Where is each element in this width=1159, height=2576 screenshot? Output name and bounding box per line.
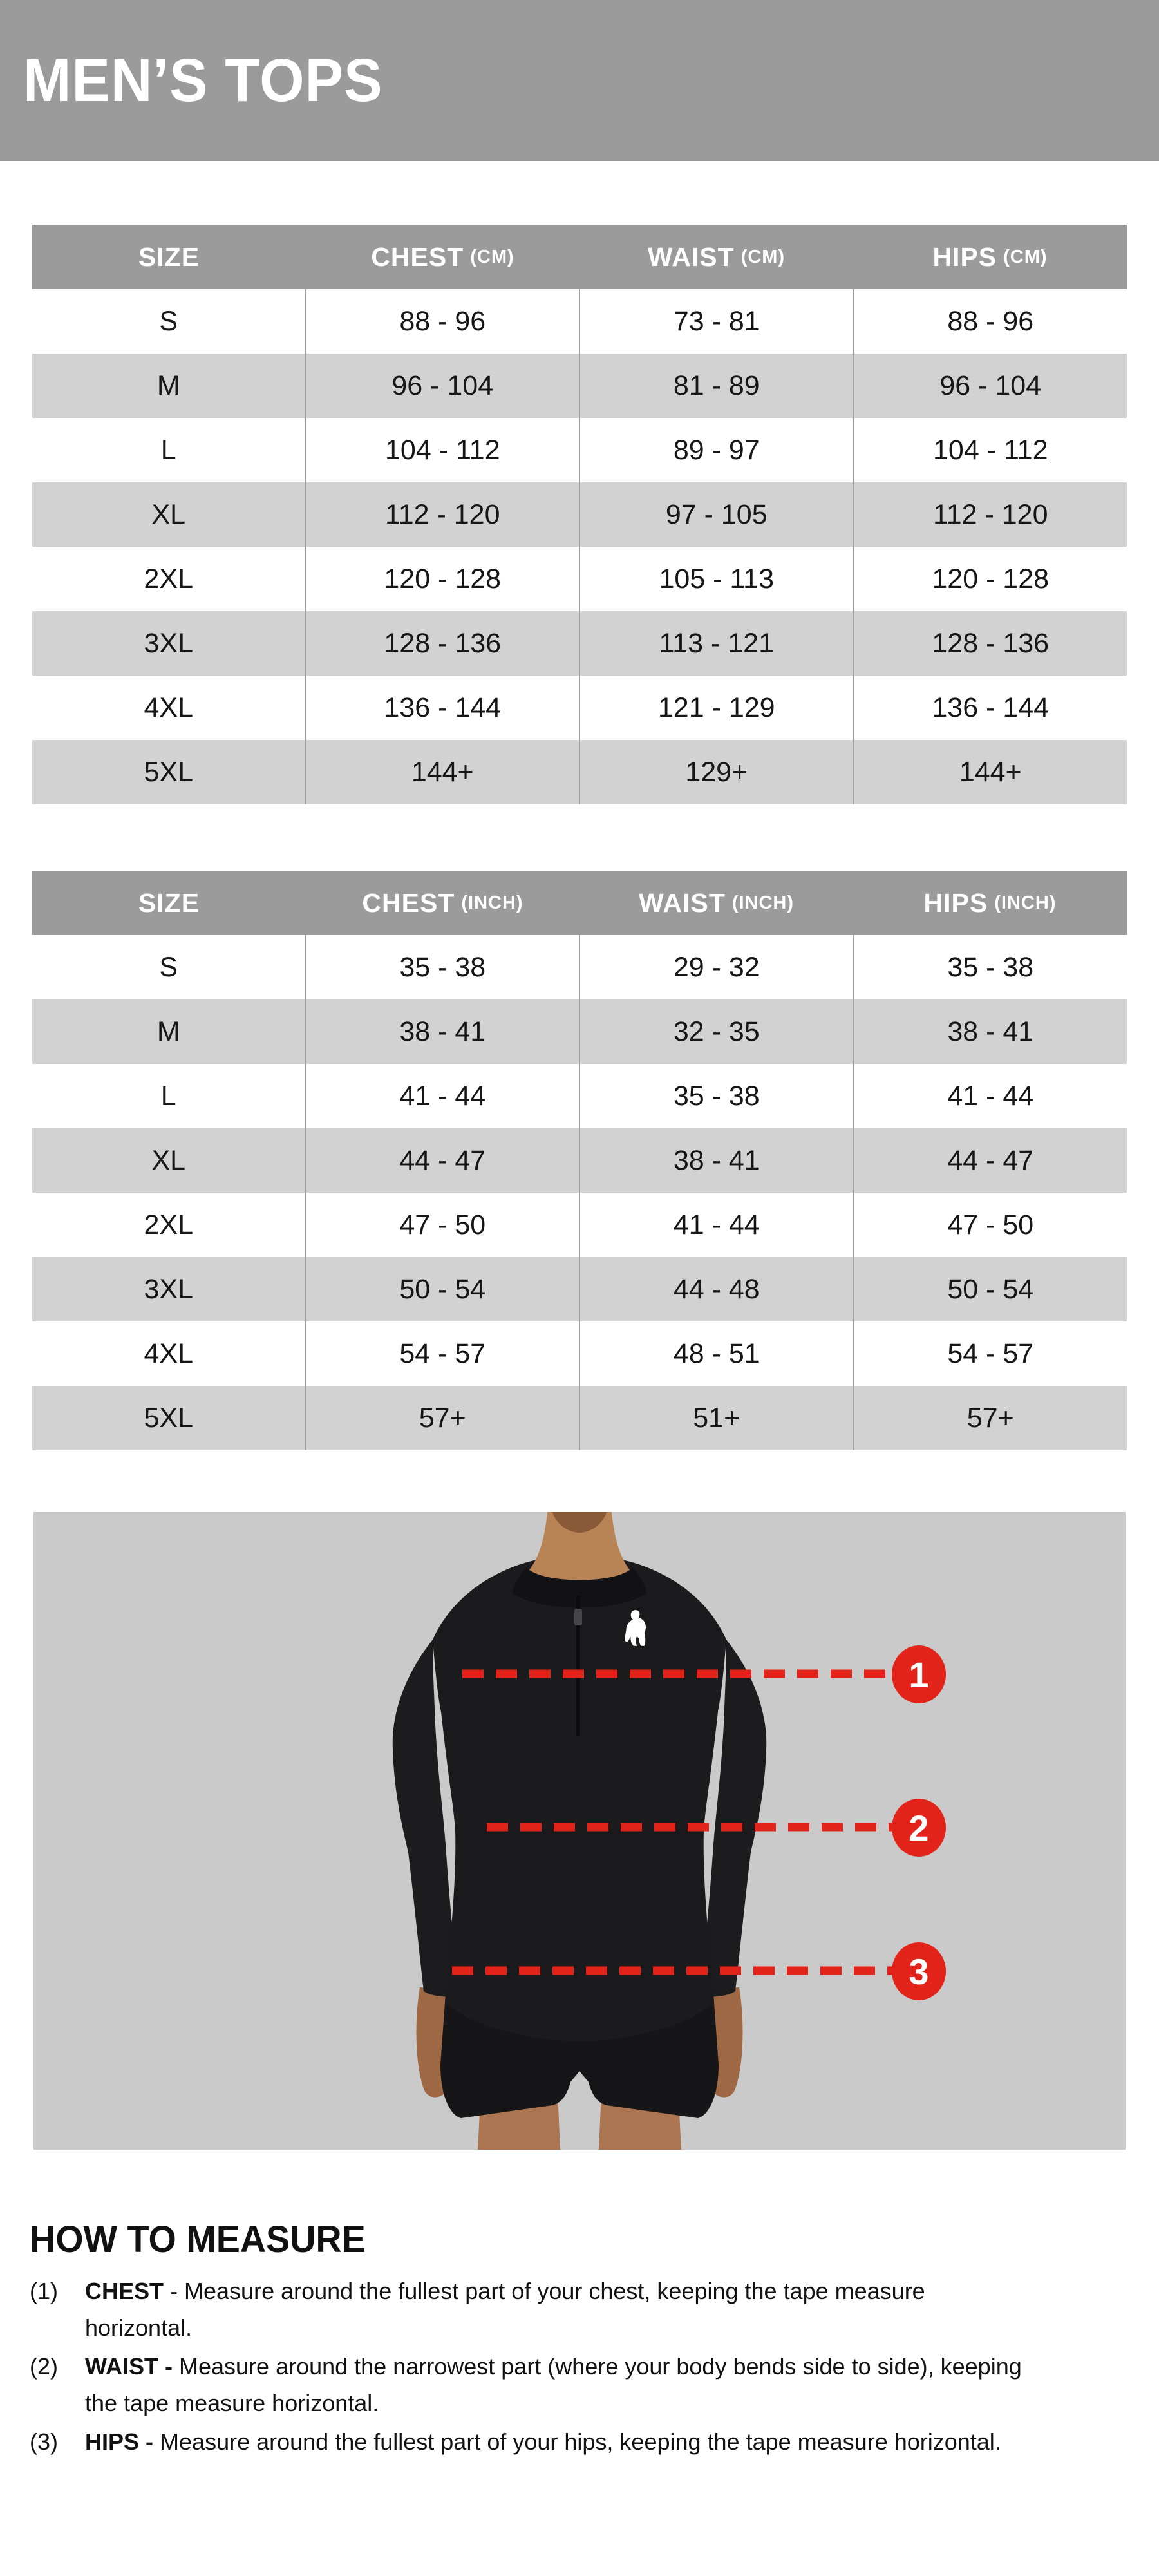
- cell-hips: 96 - 104: [853, 354, 1127, 418]
- table-row-2xl: [32, 1193, 1127, 1257]
- cell-hips: 44 - 47: [853, 1128, 1127, 1193]
- cell-size: L: [160, 1080, 176, 1112]
- table-row-5xl: [32, 1386, 1127, 1450]
- page-title: MEN’S TOPS: [23, 46, 383, 115]
- column-header-label: HIPS: [923, 887, 988, 918]
- table-row-s: [32, 289, 1127, 354]
- column-header-label: CHEST: [362, 887, 455, 918]
- cell-size: 4XL: [144, 1338, 193, 1369]
- cell-chest: 54 - 57: [305, 1321, 580, 1386]
- how-to-measure-section: [30, 2221, 1034, 2462]
- table-row-4xl: [32, 676, 1127, 740]
- column-header-label: SIZE: [138, 887, 200, 918]
- column-header-chest: [306, 871, 580, 935]
- column-header-label: SIZE: [138, 242, 200, 272]
- item-text: [85, 2273, 1025, 2346]
- cell-waist: 51+: [579, 1386, 853, 1450]
- cell-size: XL: [151, 1144, 186, 1176]
- item-number: (2): [30, 2353, 58, 2380]
- cell-hips: 38 - 41: [853, 999, 1127, 1064]
- table-row-xl: [32, 482, 1127, 547]
- item-desc: Measure around the narrowest part (where your body bends side to side), keeping the tape measure horizontal.: [85, 2353, 1022, 2416]
- item-desc: Measure around the fullest part of your hips, keeping the tape measure horizontal.: [160, 2428, 1001, 2455]
- size-table-inch: [32, 871, 1127, 1450]
- measure-item-hips: [30, 2423, 1034, 2460]
- item-number: (3): [30, 2428, 58, 2455]
- cell-waist: 121 - 129: [579, 676, 853, 740]
- table-row-5xl: [32, 740, 1127, 804]
- measure-item-chest: [30, 2273, 1034, 2346]
- cell-waist: 73 - 81: [579, 289, 853, 354]
- table-row-2xl: [32, 547, 1127, 611]
- table-row-xl: [32, 1128, 1127, 1193]
- cell-hips: 35 - 38: [853, 935, 1127, 999]
- cell-size: 2XL: [144, 1209, 193, 1240]
- cell-chest: 41 - 44: [305, 1064, 580, 1128]
- cell-size: 5XL: [144, 756, 193, 788]
- column-header-hips: [853, 225, 1127, 289]
- cell-chest: 112 - 120: [305, 482, 580, 547]
- waist-marker-number: 2: [909, 1808, 929, 1848]
- cell-size: M: [156, 1016, 180, 1047]
- cell-size: XL: [151, 498, 186, 530]
- column-header-label: CHEST: [371, 242, 464, 272]
- cell-hips: 57+: [853, 1386, 1127, 1450]
- cell-chest: 47 - 50: [305, 1193, 580, 1257]
- item-number: (1): [30, 2277, 58, 2304]
- cell-hips: 104 - 112: [853, 418, 1127, 482]
- cell-hips: 144+: [853, 740, 1127, 804]
- cell-chest: 50 - 54: [305, 1257, 580, 1321]
- cell-waist: 129+: [579, 740, 853, 804]
- cell-chest: 128 - 136: [305, 611, 580, 676]
- cell-waist: 29 - 32: [579, 935, 853, 999]
- cell-waist: 41 - 44: [579, 1193, 853, 1257]
- cell-hips: 120 - 128: [853, 547, 1127, 611]
- column-header-waist: [580, 225, 853, 289]
- column-header-size: [32, 225, 306, 289]
- cell-chest: 120 - 128: [305, 547, 580, 611]
- cell-chest: 88 - 96: [305, 289, 580, 354]
- column-header-hips: [853, 871, 1127, 935]
- cell-hips: 41 - 44: [853, 1064, 1127, 1128]
- column-header-label: WAIST: [647, 242, 735, 272]
- column-header-unit: (INCH): [994, 892, 1057, 913]
- cell-chest: 136 - 144: [305, 676, 580, 740]
- cell-waist: 38 - 41: [579, 1128, 853, 1193]
- column-header-unit: (CM): [470, 246, 514, 267]
- column-header-size: [32, 871, 306, 935]
- item-term: WAIST -: [85, 2353, 173, 2380]
- cell-chest: 57+: [305, 1386, 580, 1450]
- cell-size: 2XL: [144, 563, 193, 594]
- cell-chest: 96 - 104: [305, 354, 580, 418]
- cell-waist: 89 - 97: [579, 418, 853, 482]
- cell-hips: 54 - 57: [853, 1321, 1127, 1386]
- cell-size: L: [160, 434, 176, 466]
- cell-size: 3XL: [144, 1273, 193, 1305]
- cell-chest: 44 - 47: [305, 1128, 580, 1193]
- table-body: [32, 935, 1127, 1450]
- table-row-m: [32, 999, 1127, 1064]
- table-row-l: [32, 418, 1127, 482]
- column-header-chest: [306, 225, 580, 289]
- cell-size: M: [156, 370, 180, 401]
- cell-size: 5XL: [144, 1402, 193, 1434]
- cell-hips: 128 - 136: [853, 611, 1127, 676]
- table-row-3xl: [32, 611, 1127, 676]
- zipper-pull: [574, 1609, 582, 1625]
- cell-waist: 35 - 38: [579, 1064, 853, 1128]
- column-header-label: HIPS: [932, 242, 997, 272]
- cell-chest: 144+: [305, 740, 580, 804]
- item-text: [85, 2348, 1025, 2421]
- item-term: HIPS -: [85, 2428, 154, 2455]
- cell-waist: 48 - 51: [579, 1321, 853, 1386]
- item-desc: - Measure around the fullest part of your chest, keeping the tape measure horizontal.: [85, 2277, 925, 2341]
- chest-marker-number: 1: [909, 1654, 929, 1695]
- cell-size: S: [159, 951, 178, 983]
- item-text: [85, 2423, 1025, 2460]
- cell-waist: 105 - 113: [579, 547, 853, 611]
- how-to-measure-title: HOW TO MEASURE: [30, 2219, 366, 2260]
- table-body: [32, 289, 1127, 804]
- table-row-4xl: [32, 1321, 1127, 1386]
- table-header-row: [32, 225, 1127, 289]
- measurement-diagram: [33, 1512, 1126, 2150]
- cell-waist: 32 - 35: [579, 999, 853, 1064]
- cell-size: S: [159, 305, 178, 337]
- size-table-cm: [32, 225, 1127, 804]
- page-header-banner: [0, 0, 1159, 161]
- table-header-row: [32, 871, 1127, 935]
- table-row-l: [32, 1064, 1127, 1128]
- cell-size: 3XL: [144, 627, 193, 659]
- cell-hips: 88 - 96: [853, 289, 1127, 354]
- cell-hips: 47 - 50: [853, 1193, 1127, 1257]
- item-term: CHEST: [85, 2277, 164, 2304]
- cell-waist: 44 - 48: [579, 1257, 853, 1321]
- cell-chest: 35 - 38: [305, 935, 580, 999]
- table-row-s: [32, 935, 1127, 999]
- column-header-unit: (INCH): [461, 892, 523, 913]
- cell-waist: 97 - 105: [579, 482, 853, 547]
- cell-size: 4XL: [144, 692, 193, 723]
- cell-waist: 81 - 89: [579, 354, 853, 418]
- cell-chest: 104 - 112: [305, 418, 580, 482]
- column-header-waist: [580, 871, 853, 935]
- model-photo: [33, 1512, 1126, 2150]
- table-row-m: [32, 354, 1127, 418]
- column-header-unit: (INCH): [731, 892, 795, 913]
- cell-hips: 136 - 144: [853, 676, 1127, 740]
- hips-marker-number: 3: [909, 1951, 929, 1992]
- cell-chest: 38 - 41: [305, 999, 580, 1064]
- cell-waist: 113 - 121: [579, 611, 853, 676]
- cell-hips: 50 - 54: [853, 1257, 1127, 1321]
- table-row-3xl: [32, 1257, 1127, 1321]
- cell-hips: 112 - 120: [853, 482, 1127, 547]
- column-header-unit: (CM): [1003, 246, 1048, 267]
- column-header-unit: (CM): [740, 246, 786, 267]
- column-header-label: WAIST: [638, 887, 726, 918]
- measure-item-waist: [30, 2348, 1034, 2421]
